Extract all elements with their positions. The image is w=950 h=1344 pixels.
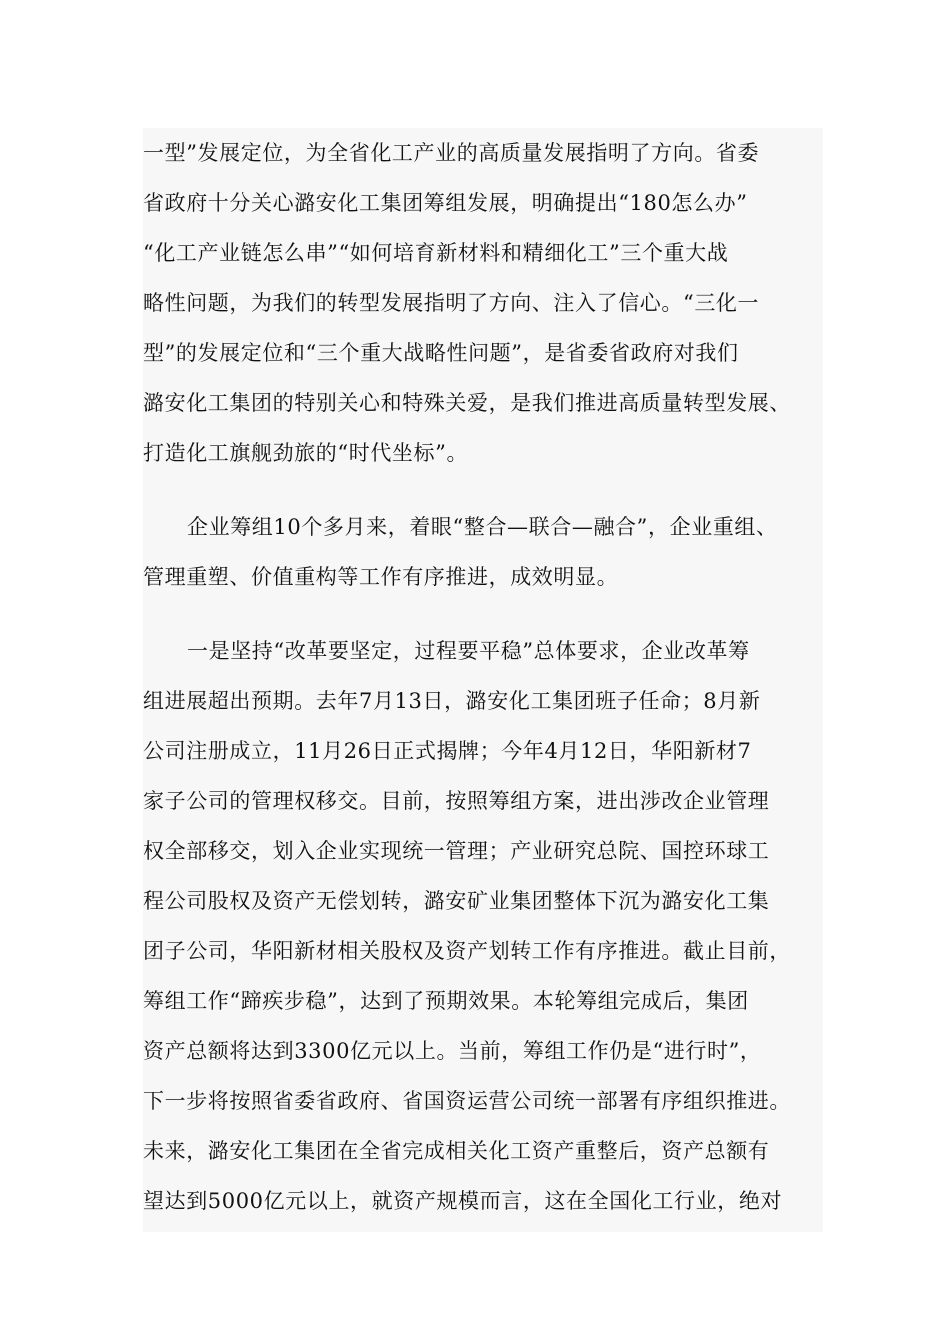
text-line: 省政府十分关心潞安化工集团筹组发展，明确提出“180怎么办” [143, 191, 748, 215]
text-line: 望达到5000亿元以上，就资产规模而言，这在全国化工行业，绝对 [143, 1189, 783, 1213]
text-line: 资产总额将达到3300亿元以上。当前，筹组工作仍是“进行时”， [143, 1039, 762, 1063]
paragraph-3 [143, 626, 823, 1226]
paragraph-2 [143, 502, 823, 602]
text-line: 略性问题，为我们的转型发展指明了方向、注入了信心。“三化一 [143, 291, 760, 315]
text-line: 未来，潞安化工集团在全省完成相关化工资产重整后，资产总额有 [143, 1139, 770, 1163]
text-line: “化工产业链怎么串”“如何培育新材料和精细化工”三个重大战 [143, 241, 729, 265]
text-line: 一型”发展定位，为全省化工产业的高质量发展指明了方向。省委 [143, 141, 760, 165]
text-line: 程公司股权及资产无偿划转，潞安矿业集团整体下沉为潞安化工集 [143, 889, 770, 913]
text-line: 权全部移交，划入企业实现统一管理；产业研究总院、国控环球工 [143, 839, 770, 863]
text-line: 筹组工作“蹄疾步稳”，达到了预期效果。本轮筹组完成后，集团 [143, 989, 749, 1013]
text-line: 型”的发展定位和“三个重大战略性问题”，是省委省政府对我们 [143, 341, 739, 365]
document-body [143, 128, 823, 1232]
text-line: 潞安化工集团的特别关心和特殊关爱，是我们推进高质量转型发展、 [143, 391, 791, 415]
paragraph-1 [143, 128, 823, 478]
text-line: 打造化工旗舰劲旅的“时代坐标”。 [143, 441, 469, 465]
text-line: 公司注册成立，11月26日正式揭牌；今年4月12日，华阳新材7 [143, 739, 752, 763]
text-line: 一是坚持“改革要坚定，过程要平稳”总体要求，企业改革筹 [187, 639, 750, 663]
text-line: 团子公司，华阳新材相关股权及资产划转工作有序推进。截止目前， [143, 939, 791, 963]
text-line: 家子公司的管理权移交。目前，按照筹组方案，进出涉改企业管理 [143, 789, 770, 813]
text-line: 企业筹组10个多月来，着眼“整合—联合—融合”，企业重组、 [187, 515, 778, 539]
text-line: 下一步将按照省委省政府、省国资运营公司统一部署有序组织推进。 [143, 1089, 791, 1113]
text-line: 组进展超出预期。去年7月13日，潞安化工集团班子任命；8月新 [143, 689, 761, 713]
text-line: 管理重塑、价值重构等工作有序推进，成效明显。 [143, 565, 619, 589]
